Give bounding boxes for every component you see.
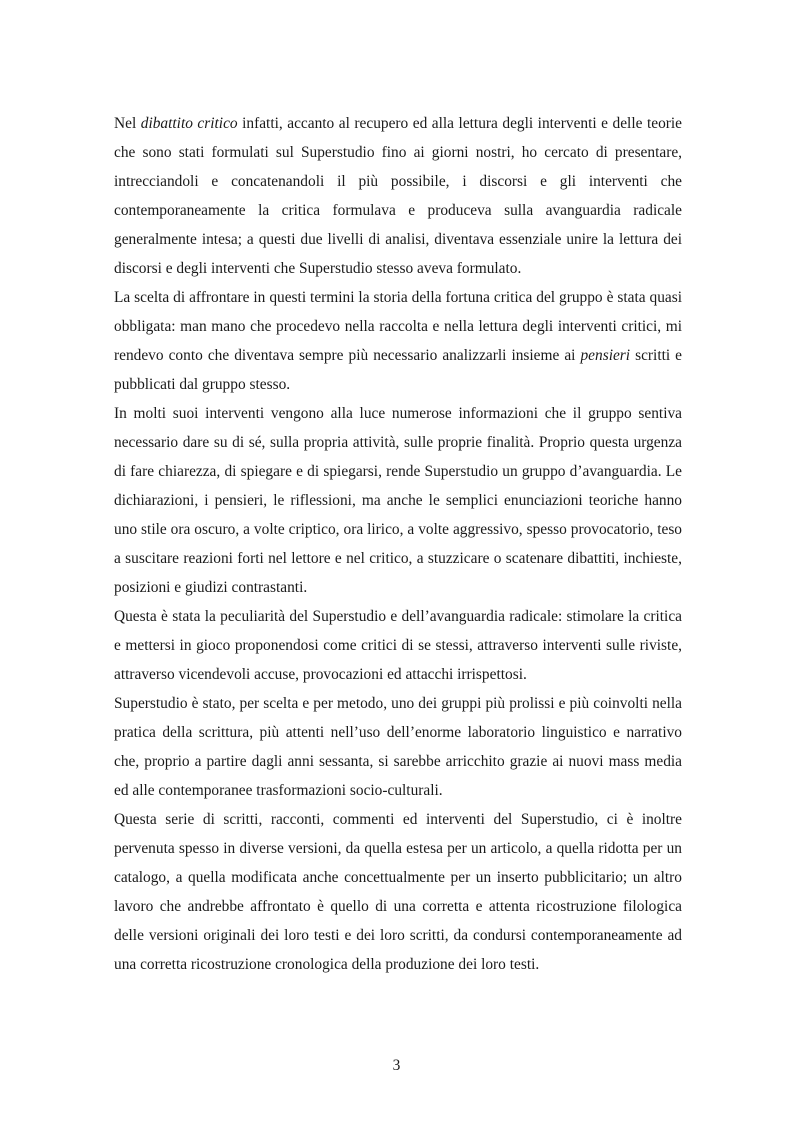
paragraph-3: In molti suoi interventi vengono alla luce numerose informazioni che il gruppo sentiva necessario dare su di sé, sulla propria attività, sulle proprie finalità. Proprio questa urgenza di fare chiarezza, di spiegare e di spiegarsi, rende Superstudio un gruppo d’avanguardia. Le dichiarazioni, i pensieri, le riflessioni, ma anche le semplici enunciazioni teoriche hanno uno stile ora oscuro, a volte criptico, ora lirico, a volte aggressivo, spesso provocatorio, teso a suscitare reazioni forti nel lettore e nel critico, a stuzzicare o scatenare dibattiti, inchieste, posizioni e giudizi contrastanti. <box>114 405 682 596</box>
paragraph-2-italic-word: pensieri <box>580 347 631 364</box>
paragraph-2 <box>114 283 682 399</box>
paragraph-2-text-end: scritti e pubblicati dal gruppo stesso. <box>114 347 683 393</box>
paragraph-1 <box>114 109 682 283</box>
paragraph-1-italic-phrase: dibattito critico <box>140 115 238 132</box>
paragraph-5: Superstudio è stato, per scelta e per metodo, uno dei gruppi più prolissi e più coinvolti nella pratica della scrittura, più attenti nell’uso dell’enorme laboratorio linguistico e narrativo che, proprio a partire dagli anni sessanta, si sarebbe arricchito grazie ai nuovi mass media ed alle contemporanee trasformazioni socio-culturali. <box>114 695 682 799</box>
paragraph-2-text-start: La scelta di affrontare in questi termini la storia della fortuna critica del gruppo è stata quasi obbligata: man mano che procedevo nella raccolta e nella lettura degli interventi critici, mi rendevo conto che diventava sempre più necessario analizzarli insieme ai <box>114 289 682 364</box>
page-number: 3 <box>392 1057 401 1074</box>
paragraph-1-text-end: infatti, accanto al recupero ed alla lettura degli interventi e delle teorie che sono stati formulati sul Superstudio fino ai giorni nostri, ho cercato di presentare, intrecciandoli e concatenandoli il più possibile, i discorsi e gli interventi che contemporaneamente la critica formulava e produceva sulla avanguardia radicale generalmente intesa; a questi due livelli di analisi, diventava essenziale unire la lettura dei discorsi e degli interventi che Superstudio stesso aveva formulato. <box>114 115 682 277</box>
body-text <box>114 109 682 979</box>
paragraph-4: Questa è stata la peculiarità del Superstudio e dell’avanguardia radicale: stimolare la critica e mettersi in gioco proponendosi come critici di se stessi, attraverso interventi sulle riviste, attraverso vicendevoli accuse, provocazioni ed attacchi irrispettosi. <box>114 608 682 683</box>
paragraph-1-text-start: Nel <box>114 115 141 132</box>
paragraph-6: Questa serie di scritti, racconti, commenti ed interventi del Superstudio, ci è inoltre pervenuta spesso in diverse versioni, da quella estesa per un articolo, a quella ridotta per un catalogo, a quella modificata anche concettualmente per un inserto pubblicitario; un altro lavoro che andrebbe affrontato è quello di una corretta e attenta ricostruzione filologica delle versioni originali dei loro testi e dei loro scritti, da condursi contemporaneamente ad una corretta ricostruzione cronologica della produzione dei loro testi. <box>114 811 682 973</box>
